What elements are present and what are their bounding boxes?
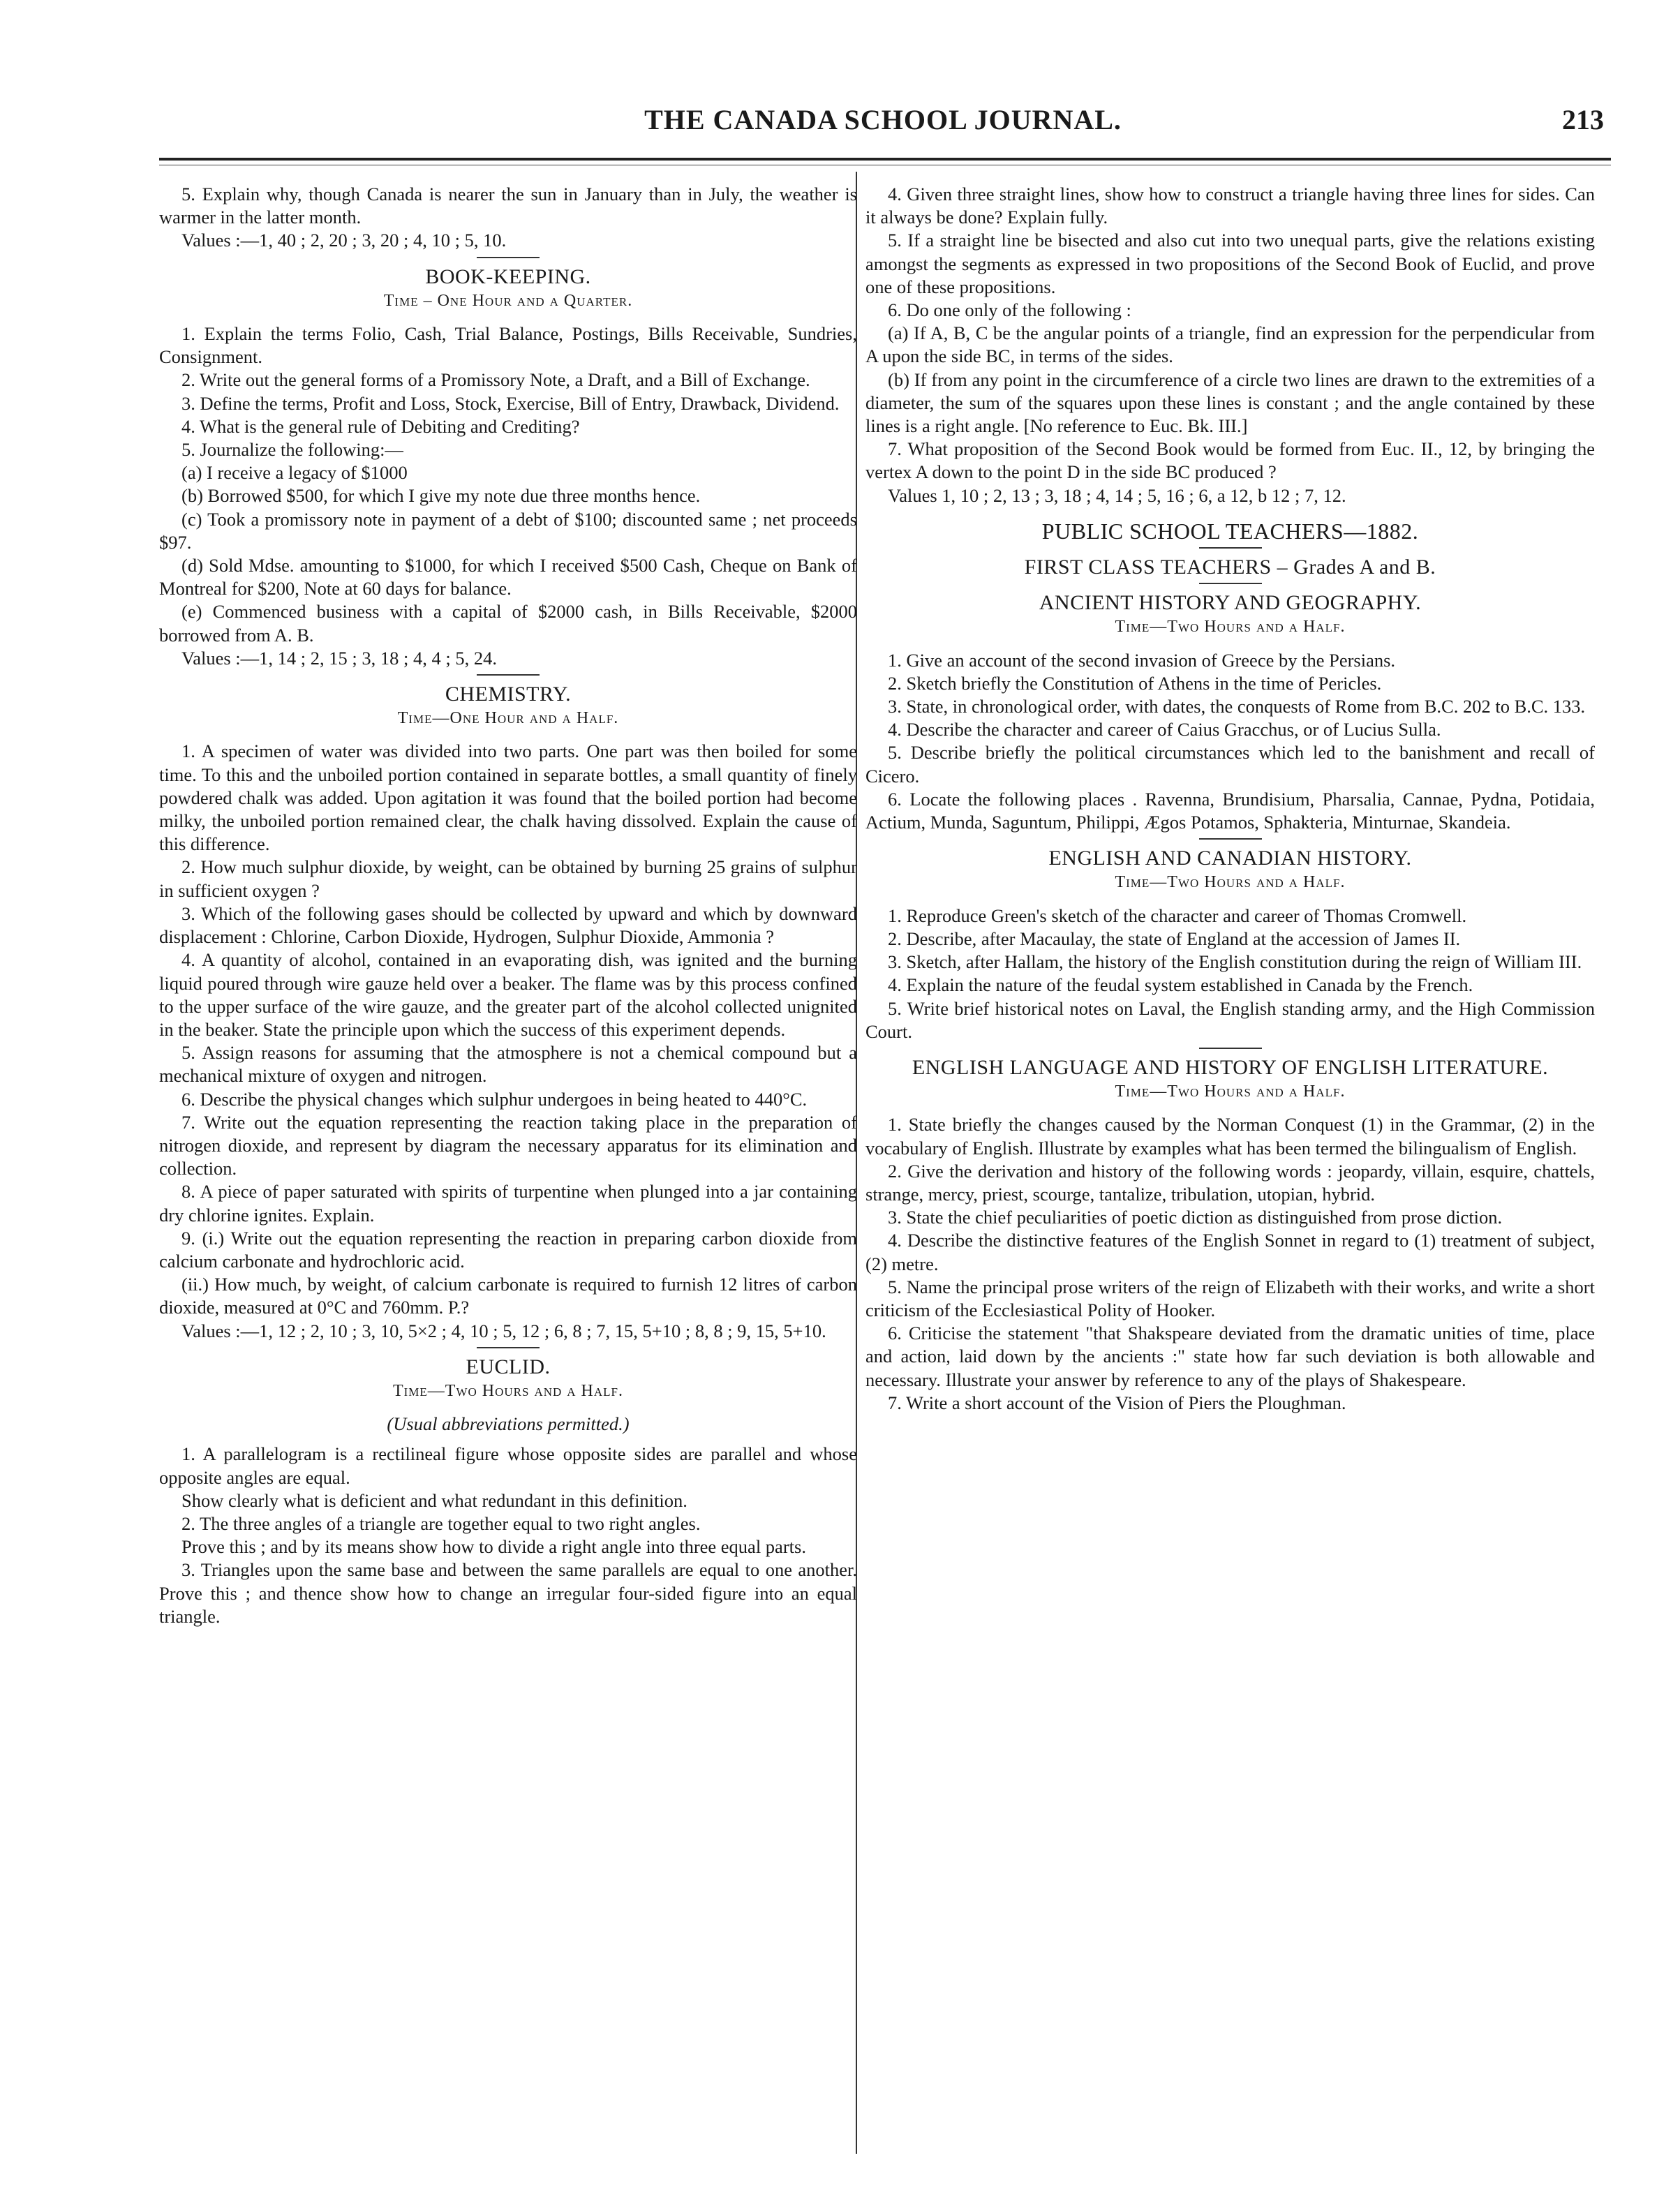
chemistry-subquestion: (ii.) How much, by weight, of calcium carbonate is required to furnish 12 litres of carbon dioxide, measured at 0°C and 760mm. P.? bbox=[159, 1274, 857, 1318]
book-keeping-question: 5. Journalize the following:— bbox=[181, 439, 403, 461]
ancient-history-question: 3. State, in chronological order, with dates, the conquests of Rome from B.C. 202 to B.C. 133. bbox=[888, 696, 1586, 717]
english-language-question: 1. State briefly the changes caused by the Norman Conquest (1) in the Grammar, (2) in the vocabulary of English. Illustrate by examples what has been termed the bilingualism of English. bbox=[865, 1114, 1595, 1159]
section-rule bbox=[1199, 838, 1262, 840]
euclid-question: 6. Do one only of the following : bbox=[888, 299, 1131, 321]
chemistry-time: Time—One Hour and a Half. bbox=[397, 709, 619, 728]
history-question: 1. Reproduce Green's sketch of the character and career of Thomas Cromwell. bbox=[888, 904, 1467, 926]
english-language-question: 5. Name the principal prose writers of the reign of Elizabeth with their works, and write a short criticism of the Ecclesiastical Polity of Hooker. bbox=[865, 1276, 1595, 1320]
history-question: 4. Explain the nature of the feudal system established in Canada by the French. bbox=[888, 974, 1473, 996]
chemistry-question: 5. Assign reasons for assuming that the atmosphere is not a chemical compound but a mechanical mixture of oxygen and nitrogen. bbox=[159, 1042, 857, 1087]
book-keeping-subquestion: (e) Commenced business with a capital of $2000 cash, in Bills Receivable, $2000 borrowed from A. B. bbox=[159, 601, 857, 646]
section-rule bbox=[477, 1347, 540, 1348]
book-keeping-subquestion: (c) Took a promissory note in payment of a debt of $100; discounted same ; net proceeds $97. bbox=[159, 508, 857, 553]
book-keeping-subquestion: (b) Borrowed $500, for which I give my note due three months hence. bbox=[181, 485, 701, 507]
ancient-history-question: 4. Describe the character and career of Caius Gracchus, or of Lucius Sulla. bbox=[888, 719, 1441, 740]
chemistry-question: 9. (i.) Write out the equation representing the reaction in preparing carbon dioxide from calcium carbonate and hydrochloric acid. bbox=[159, 1227, 857, 1272]
chemistry-title: CHEMISTRY. bbox=[445, 683, 572, 706]
ancient-history-time: Time—Two Hours and a Half. bbox=[1115, 618, 1346, 636]
book-keeping-question: 3. Define the terms, Profit and Loss, Stock, Exercise, Bill of Entry, Drawback, Dividend. bbox=[181, 392, 840, 414]
english-language-title: ENGLISH LANGUAGE AND HISTORY OF ENGLISH LITERATURE. bbox=[912, 1055, 1549, 1079]
section-rule bbox=[1199, 583, 1262, 584]
euclid-values: Values 1, 10 ; 2, 13 ; 3, 18 ; 4, 14 ; 5, 16 ; 6, a 12, b 12 ; 7, 12. bbox=[888, 484, 1346, 506]
english-language-question: 6. Criticise the statement "that Shakspeare deviated from the dramatic unities of time, place and action, laid down by the ancients :" state how far such deviation is both allowable and necessary. Illustrate your answer by reference to any of the plays of Shakespeare. bbox=[865, 1323, 1595, 1390]
page-number: 213 bbox=[1562, 104, 1604, 135]
book-keeping-question: 1. Explain the terms Folio, Cash, Trial Balance, Postings, Bills Receivable, Sundries, Consignment. bbox=[159, 323, 857, 368]
history-question: 2. Describe, after Macaulay, the state of England at the accession of James II. bbox=[888, 928, 1461, 949]
chemistry-question: 3. Which of the following gases should be collected by upward and which by downward displacement : Chlorine, Carbon Dioxide, Hydrogen, Sulphur Dioxide, Ammonia ? bbox=[159, 902, 857, 948]
ancient-history-question: 2. Sketch briefly the Constitution of Athens in the time of Pericles. bbox=[888, 672, 1382, 694]
first-class-title: FIRST CLASS TEACHERS – Grades A and B. bbox=[1024, 556, 1436, 579]
euclid-subquestion: (a) If A, B, C be the angular points of a triangle, find an expression for the perpendicular from A upon the side BC, in terms of the sides. bbox=[865, 322, 1595, 367]
euclid-question: 3. Triangles upon the same base and between the same parallels are equal to one another. Prove this ; and thence show how to change an irregular four-sided figure into an equal triangle. bbox=[159, 1559, 857, 1627]
chemistry-question: 8. A piece of paper saturated with spirits of turpentine when plunged into a jar containing dry chlorine ignites. Explain. bbox=[159, 1181, 857, 1226]
section-rule bbox=[1199, 1048, 1262, 1049]
book-keeping-subquestion: (a) I receive a legacy of $1000 bbox=[181, 462, 408, 484]
english-language-question: 4. Describe the distinctive features of the English Sonnet in regard to (1) treatment of subject, (2) metre. bbox=[865, 1230, 1595, 1274]
chemistry-question: 4. A quantity of alcohol, contained in an evaporating dish, was ignited and the burning liquid poured through wire gauze held over a beaker. The flame was by this process confined to the upper surface of the wire gauze, and the greater part of the alcohol collected unignited in the beaker. State the principle upon which the success of this experiment depends. bbox=[159, 949, 857, 1040]
book-keeping-question: 4. What is the general rule of Debiting and Crediting? bbox=[181, 415, 580, 437]
euclid-question: 5. If a straight line be bisected and also cut into two unequal parts, give the relations existing amongst the segments as expressed in two propositions of the Second Book of Euclid, and prove one of these propositions. bbox=[865, 230, 1595, 297]
header-rule bbox=[159, 158, 1611, 161]
book-keeping-title: BOOK-KEEPING. bbox=[425, 265, 591, 288]
euclid-title: EUCLID. bbox=[466, 1355, 551, 1378]
english-language-question: 2. Give the derivation and history of the following words : jeopardy, villain, esquire, chattels, strange, mercy, priest, scourge, tantalize, tribulation, utopian, hybrid. bbox=[865, 1160, 1595, 1205]
book-keeping-subquestion: (d) Sold Mdse. amounting to $1000, for which I received $500 Cash, Cheque on Bank of Montreal for $200, Note at 60 days for balance. bbox=[159, 555, 857, 600]
euclid-subquestion: (b) If from any point in the circumference of a circle two lines are drawn to the extremities of a diameter, the sum of the squares upon these lines is constant ; and the angle contained by these lines is a right angle. [No reference to Euc. Bk. III.] bbox=[865, 368, 1595, 437]
right-column bbox=[865, 183, 1595, 1415]
journal-title: THE CANADA SCHOOL JOURNAL. bbox=[644, 104, 1122, 135]
euclid-question: 4. Given three straight lines, show how to construct a triangle having three lines for sides. Can it always be done? Explain fully. bbox=[865, 184, 1595, 228]
euclid-note: (Usual abbreviations permitted.) bbox=[387, 1413, 630, 1435]
chemistry-values: Values :—1, 12 ; 2, 10 ; 3, 10, 5×2 ; 4, 10 ; 5, 12 ; 6, 8 ; 7, 15, 5+10 ; 8, 8 ; 9, 15, 5+10. bbox=[181, 1320, 826, 1341]
english-canadian-history-title: ENGLISH AND CANADIAN HISTORY. bbox=[1048, 847, 1412, 870]
history-question: 3. Sketch, after Hallam, the history of the English constitution during the reign of William III. bbox=[888, 951, 1582, 973]
euclid-question: 1. A parallelogram is a rectilineal figure whose opposite sides are parallel and whose opposite angles are equal. bbox=[159, 1443, 857, 1488]
euclid-question: Show clearly what is deficient and what redundant in this definition. bbox=[181, 1489, 687, 1511]
euclid-question: Prove this ; and by its means show how to divide a right angle into three equal parts. bbox=[181, 1536, 806, 1558]
chemistry-question: 2. How much sulphur dioxide, by weight, can be obtained by burning 25 grains of sulphur in sufficient oxygen ? bbox=[159, 856, 857, 901]
chemistry-question: 7. Write out the equation representing the reaction taking place in the preparation of nitrogen dioxide, and represent by diagram the necessary apparatus for its elimination and collection. bbox=[159, 1111, 857, 1179]
english-canadian-history-time: Time—Two Hours and a Half. bbox=[1115, 873, 1346, 892]
chemistry-question: 1. A specimen of water was divided into two parts. One part was then boiled for some time. To this and the unboiled portion contained in separate bottles, a small quantity of finely powdered chalk was added. Upon agitation it was found that the boiled portion had become milky, the unboiled portion remained clear, the chalk having dissolved. Explain the cause of this difference. bbox=[159, 740, 857, 855]
euclid-time: Time—Two Hours and a Half. bbox=[392, 1381, 624, 1400]
book-keeping-question: 2. Write out the general forms of a Promissory Note, a Draft, and a Bill of Exchange. bbox=[181, 369, 810, 391]
history-question: 5. Write brief historical notes on Laval, the English standing army, and the High Commission Court. bbox=[865, 997, 1595, 1042]
book-keeping-values: Values :—1, 14 ; 2, 15 ; 3, 18 ; 4, 4 ; 5, 24. bbox=[181, 647, 497, 669]
euclid-question: 2. The three angles of a triangle are together equal to two right angles. bbox=[181, 1512, 701, 1534]
section-rule bbox=[477, 257, 540, 258]
ancient-history-title: ANCIENT HISTORY AND GEOGRAPHY. bbox=[1039, 591, 1422, 615]
public-school-title: PUBLIC SCHOOL TEACHERS—1882. bbox=[1041, 518, 1419, 544]
english-language-question: 3. State the chief peculiarities of poetic diction as distinguished from prose diction. bbox=[888, 1207, 1503, 1228]
section-rule bbox=[477, 674, 540, 676]
page-header bbox=[154, 103, 1612, 152]
geography-question-5: 5. Explain why, though Canada is nearer the sun in January than in July, the weather is warmer in the latter month. bbox=[159, 184, 857, 228]
left-column bbox=[159, 183, 857, 1628]
english-language-time: Time—Two Hours and a Half. bbox=[1115, 1082, 1346, 1101]
ancient-history-question: 6. Locate the following places . Ravenna, Brundisium, Pharsalia, Cannae, Pydna, Potidaia, Actium, Munda, Saguntum, Philippi, Ægos Potamos, Sphakteria, Minturnae, Skandeia. bbox=[865, 788, 1595, 833]
chemistry-question: 6. Describe the physical changes which sulphur undergoes in being heated to 440°C. bbox=[181, 1088, 808, 1110]
book-keeping-time: Time – One Hour and a Quarter. bbox=[383, 291, 633, 310]
euclid-question: 7. What proposition of the Second Book would be formed from Euc. II., 12, by bringing the vertex A down to the point D in the side BC produced ? bbox=[865, 438, 1595, 483]
ancient-history-question: 1. Give an account of the second invasion of Greece by the Persians. bbox=[888, 649, 1396, 671]
section-rule bbox=[1199, 547, 1262, 549]
ancient-history-question: 5. Describe briefly the political circumstances which led to the banishment and recall of Cicero. bbox=[865, 742, 1595, 787]
english-language-question: 7. Write a short account of the Vision of Piers the Ploughman. bbox=[888, 1392, 1346, 1413]
geography-values: Values :—1, 40 ; 2, 20 ; 3, 20 ; 4, 10 ; 5, 10. bbox=[181, 230, 507, 251]
